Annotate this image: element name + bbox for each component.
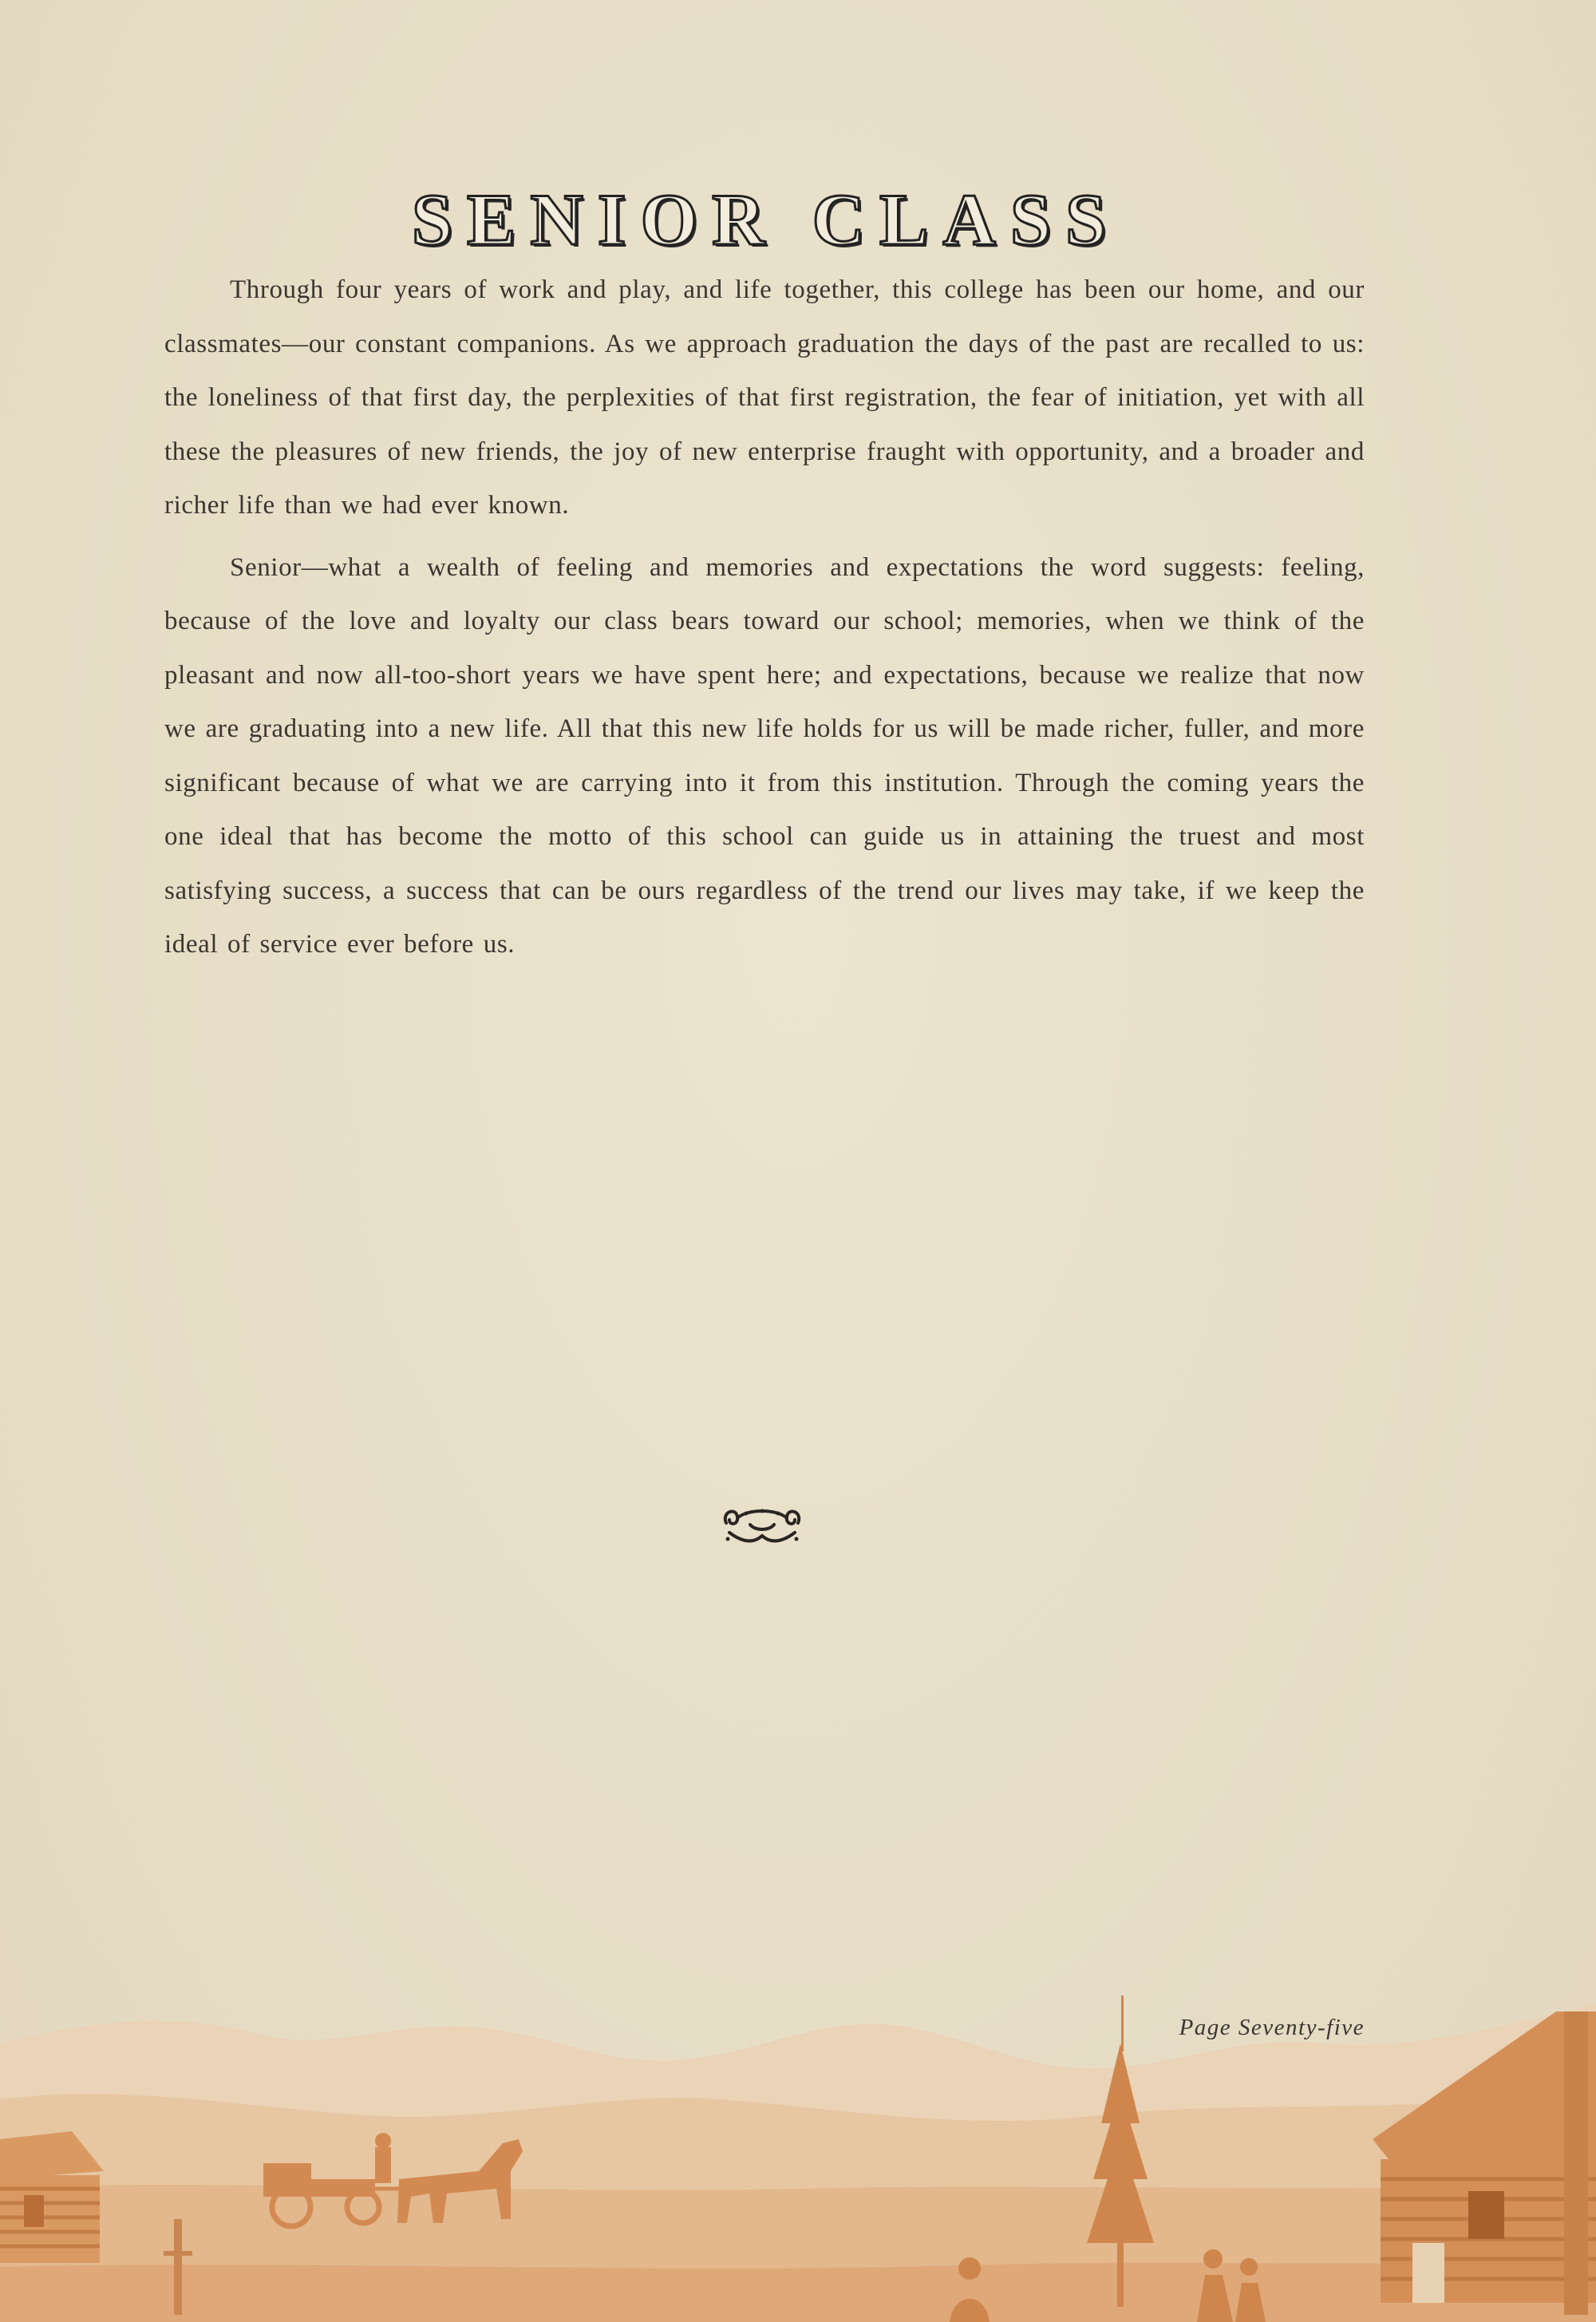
page-number: Page Seventy-five bbox=[1179, 2015, 1365, 2040]
paragraph-1: Through four years of work and play, and life together, this college has been our home, and our classmates—our constant companions. As we approach graduation the days of the past are recalled to us: the loneliness of that first day, the perplexities of that first registration, the fear of initiation, yet with all these the pleasures of new friends, the joy of new enterprise fraught with opportunity, and a broader and richer life than we had ever known. bbox=[164, 275, 1365, 520]
page-title: SENIOR CLASS bbox=[411, 178, 1121, 260]
paragraph-2: Senior—what a wealth of feeling and memories and expectations the word suggests: feeling, because of the love and loyalty our class bears toward our school; memories, when we think of the pleasant and now all-too-short years we have spent here; and expectations, because we realize that now we are graduating into a new life. All that this new life holds for us will be made richer, fuller, and more significant because of what we are carrying into it from this institution. Through the coming years the one ideal that has become the motto of this school can guide us in attaining the truest and most satisfying success, a success that can be ours regardless of the trend our lives may take, if we keep the ideal of service ever before us. bbox=[164, 552, 1365, 959]
landscape-illustration bbox=[0, 1980, 1596, 2322]
foreground bbox=[0, 2259, 1596, 2322]
scroll-ornament-icon bbox=[718, 1501, 806, 1549]
body-text bbox=[164, 263, 1365, 980]
